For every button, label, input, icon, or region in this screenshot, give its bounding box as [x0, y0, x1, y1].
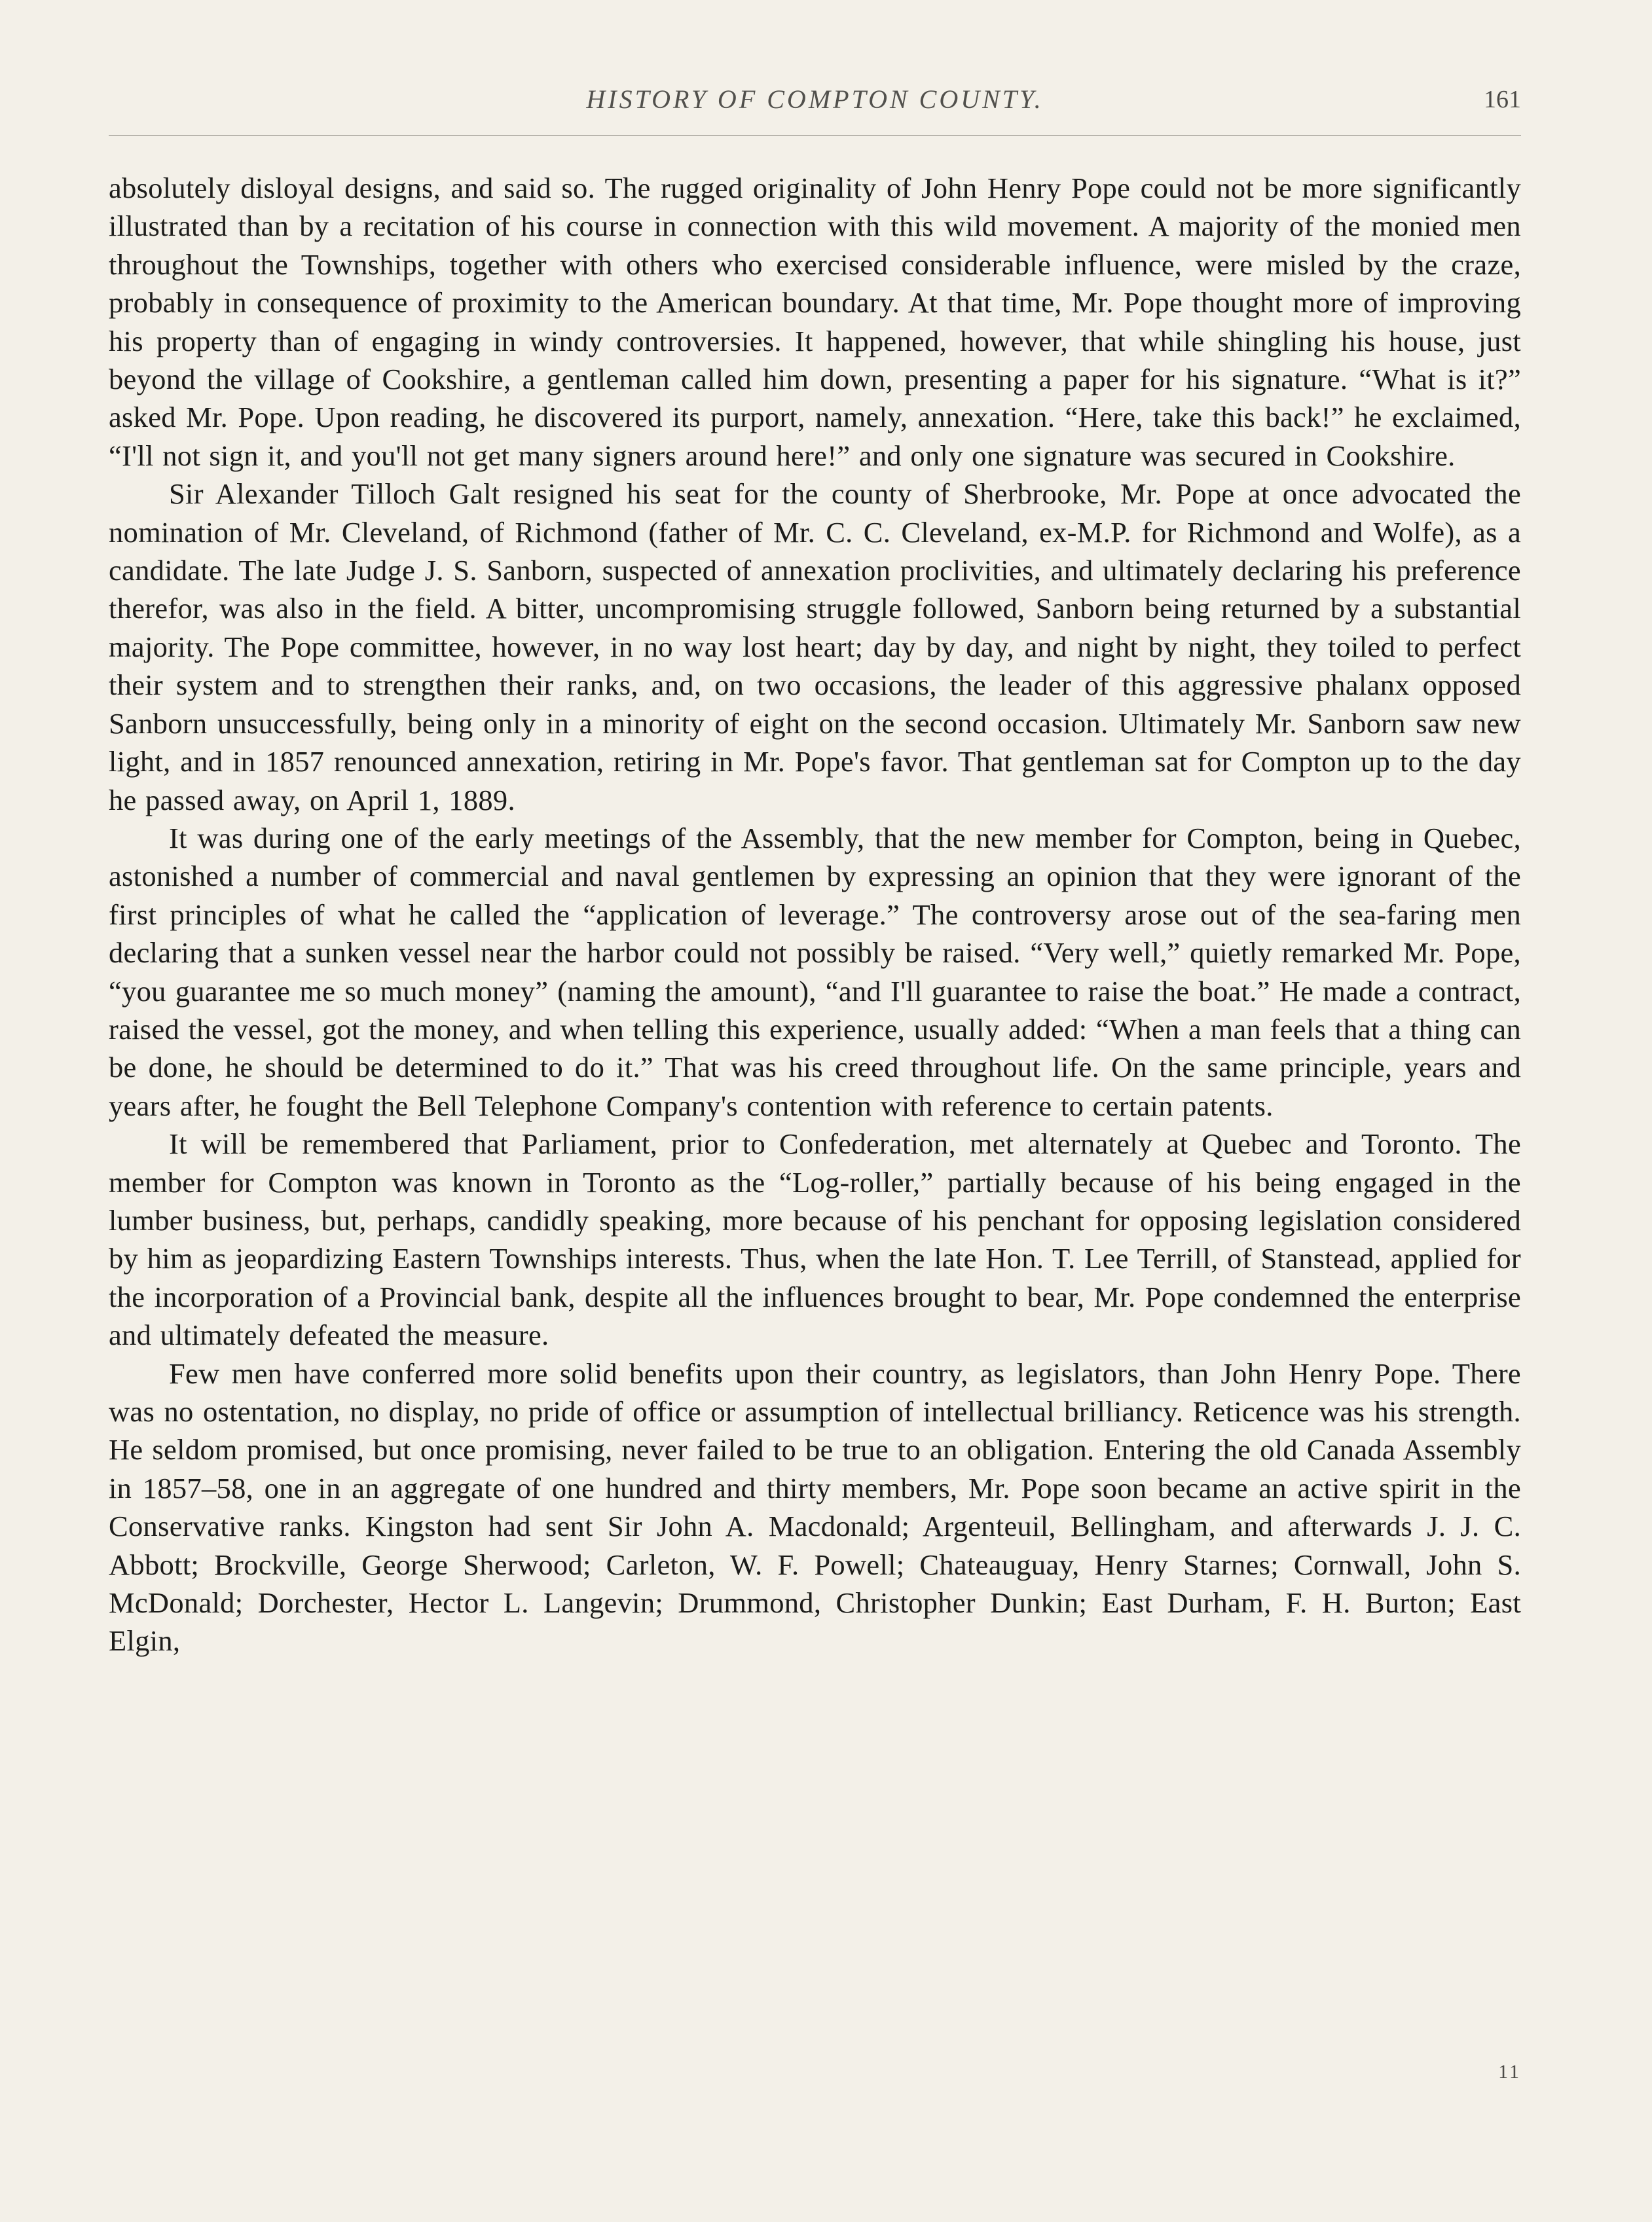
paragraph-application-of-leverage: It was during one of the early meetings of the Assembly, that the new member for Compton, being in Quebec, astonished a number of commercial and naval gentlemen by expressing an opinion that they were ignorant of the first principles of what he called the “application of leverage.” The controversy arose out of the sea-faring men declaring that a sunken vessel near the harbor could not possibly be raised. “Very well,” quietly remarked Mr. Pope, “you guarantee me so much money” (naming the amount), “and I'll guarantee to raise the boat.” He made a contract, raised the vessel, got the money, and when telling this experience, usually added: “When a man feels that a thing can be done, he should be determined to do it.” That was his creed throughout life. On the same principle, years and years after, he fought the Bell Telephone Company's contention with reference to certain patents.: [109, 821, 1521, 1122]
header-rule: [109, 135, 1521, 136]
running-title: HISTORY OF COMPTON COUNTY.: [586, 84, 1044, 114]
printer-signature-mark: 11: [1498, 2061, 1521, 2083]
paragraph-annexation-refusal: absolutely disloyal designs, and said so. The rugged originality of John Henry Pope could not be more significantly illustrated than by a recitation of his course in connection with this wild movement. A majority of the monied men throughout the Townships, together with others who exercised considerable influence, were misled by the craze, probably in consequence of proximity to the American boundary. At that time, Mr. Pope thought more of improving his property than of engaging in windy controversies. It happened, however, that while shingling his house, just beyond the village of Cookshire, a gentleman called him down, presenting a paper for his signature. “What is it?” asked Mr. Pope. Upon reading, he discovered its purport, namely, annexation. “Here, take this back!” he exclaimed, “I'll not sign it, and you'll not get many signers around here!” and only one signature was secured in Cookshire.: [109, 172, 1521, 472]
paragraph-legislator-benefits: Few men have conferred more solid benefits upon their country, as legislators, than John Henry Pope. There was no ostentation, no display, no pride of office or assumption of intellectual brilliancy. Reticence was his strength. He seldom promised, but once promising, never failed to be true to an obligation. Entering the old Canada Assembly in 1857–58, one in an aggregate of one hundred and thirty members, Mr. Pope soon became an active spirit in the Conservative ranks. Kingston had sent Sir John A. Macdonald; Argenteuil, Bellingham, and afterwards J. J. C. Abbott; Brockville, George Sherwood; Carleton, W. F. Powell; Chateauguay, Henry Starnes; Cornwall, John S. McDonald; Dorchester, Hector L. Langevin; Drummond, Christopher Dunkin; East Durham, F. H. Burton; East Elgin,: [109, 1357, 1521, 1658]
body-text: [109, 169, 1521, 1660]
page-number: 161: [1484, 86, 1521, 113]
paragraph-log-roller: It will be remembered that Parliament, prior to Confederation, met alternately at Quebec and Toronto. The member for Compton was known in Toronto as the “Log-roller,” partially because of his being engaged in the lumber business, but, perhaps, candidly speaking, more because of his penchant for opposing legislation considered by him as jeopardizing Eastern Townships interests. Thus, when the late Hon. T. Lee Terrill, of Stanstead, applied for the incorporation of a Provincial bank, despite all the influences brought to bear, Mr. Pope condemned the enterprise and ultimately defeated the measure.: [109, 1127, 1521, 1352]
running-head: [109, 84, 1521, 130]
paragraph-sherbrooke-election: Sir Alexander Tilloch Galt resigned his seat for the county of Sherbrooke, Mr. Pope at once advocated the nomination of Mr. Cleveland, of Richmond (father of Mr. C. C. Cleveland, ex-M.P. for Richmond and Wolfe), as a candidate. The late Judge J. S. Sanborn, suspected of annexation proclivities, and ultimately declaring his preference therefor, was also in the field. A bitter, uncompromising struggle followed, Sanborn being returned by a substantial majority. The Pope committee, however, in no way lost heart; day by day, and night by night, they toiled to perfect their system and to strengthen their ranks, and, on two occasions, the leader of this aggressive phalanx opposed Sanborn unsuccessfully, being only in a minority of eight on the second occasion. Ultimately Mr. Sanborn saw new light, and in 1857 renounced annexation, retiring in Mr. Pope's favor. That gentleman sat for Compton up to the day he passed away, on April 1, 1889.: [109, 477, 1521, 816]
